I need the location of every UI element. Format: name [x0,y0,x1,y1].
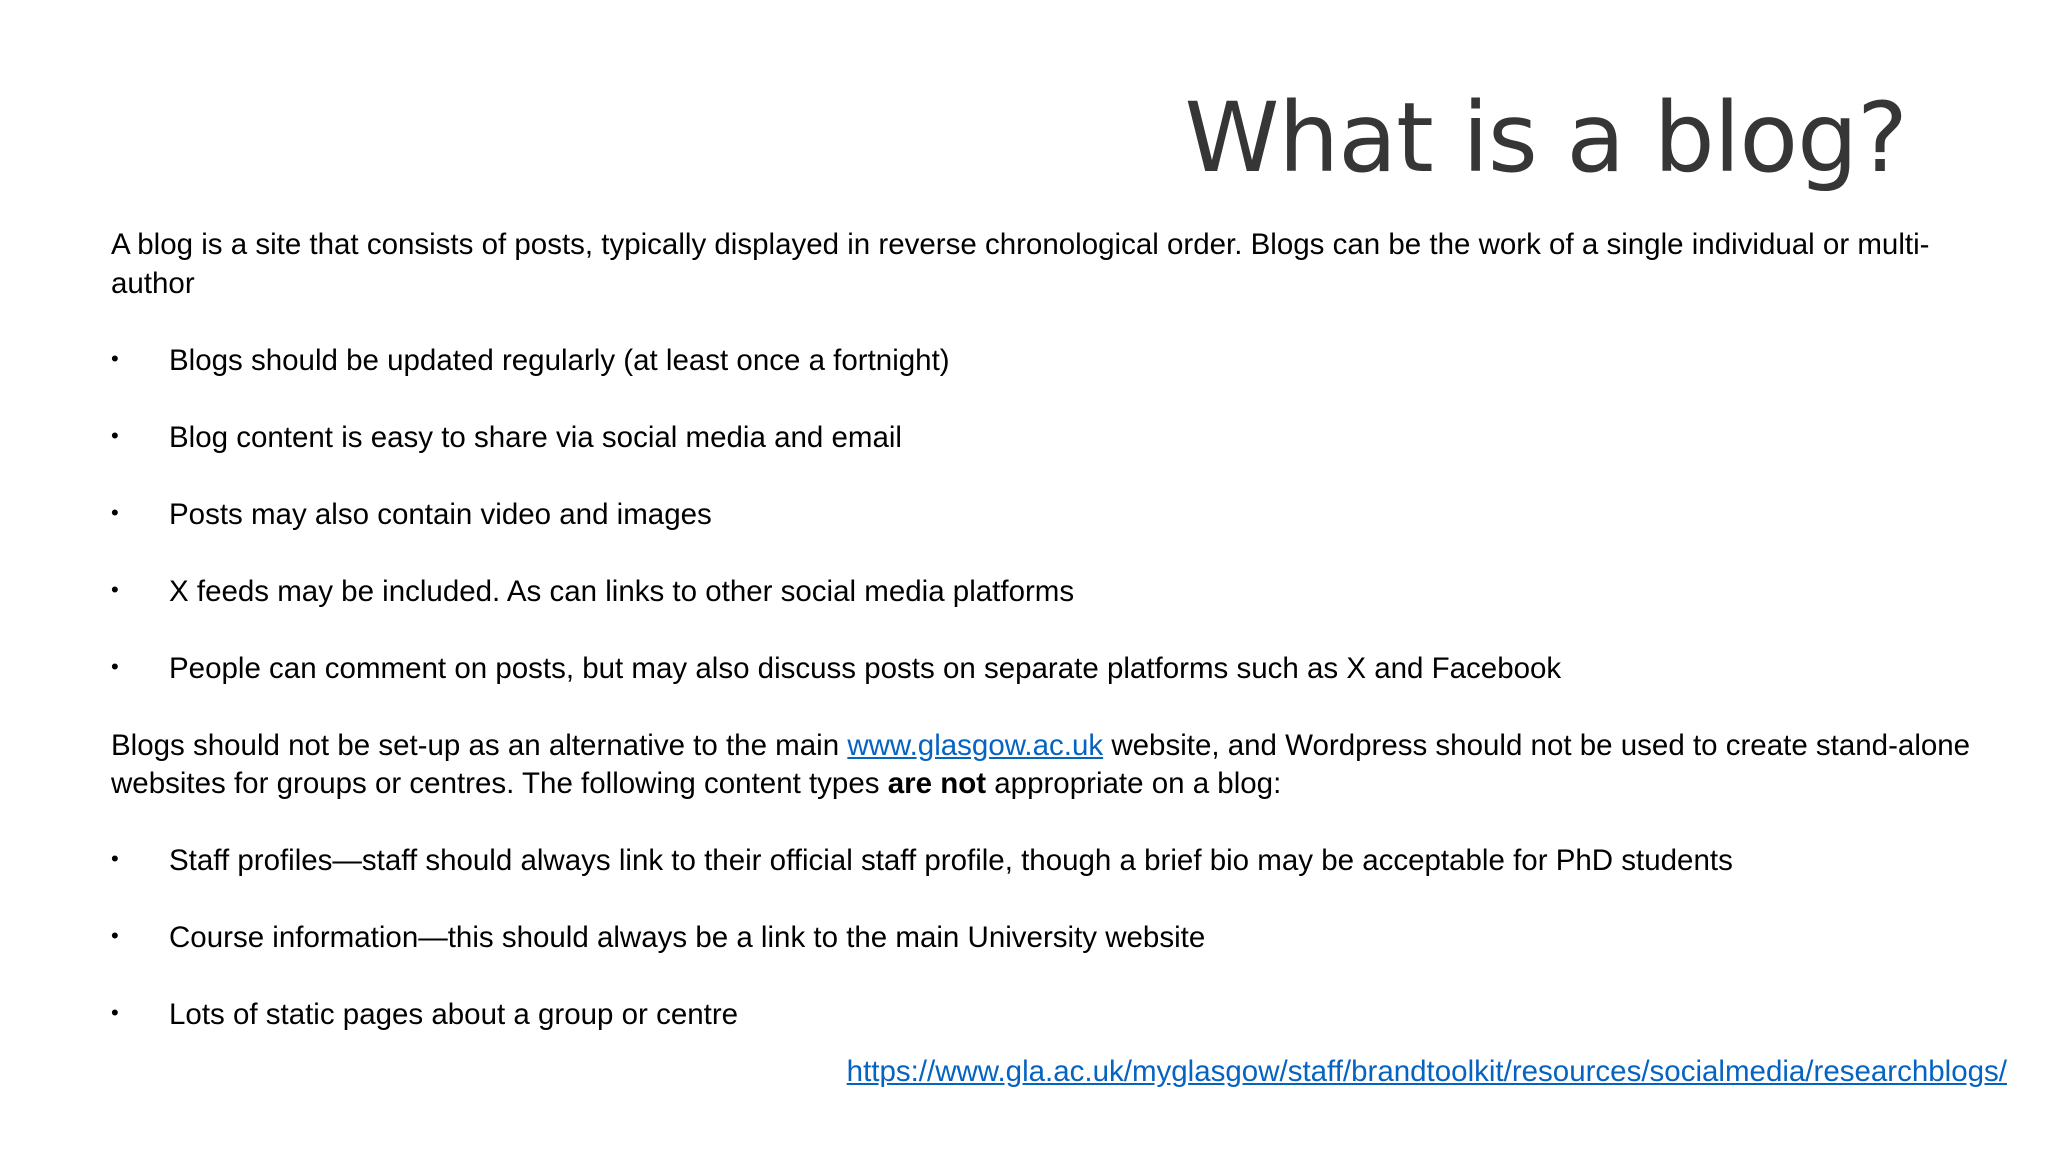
guidance-text: Blogs should not be set-up as an alternative to the main [111,728,848,762]
glasgow-website-link[interactable]: www.glasgow.ac.uk [847,728,1104,762]
spacer [111,804,1991,843]
list-item [111,342,1991,381]
bullet-icon: • [111,422,119,448]
intro-paragraph: A blog is a site that consists of posts, typically displayed in reverse chronological order. Blogs can be the work of a single individual or multi-author [111,228,1930,300]
list-item [111,842,1991,881]
list-item-text: Blog content is easy to share via social media and email [169,420,902,454]
list-item [111,496,1991,535]
guidance-emphasis: are not [887,767,987,800]
list-item-text: People can comment on posts, but may also discuss posts on separate platforms such as X and Facebook [169,651,1562,685]
list-item-text: Course information—this should always be a link to the main University website [169,921,1206,954]
list-item [111,996,1991,1035]
bullet-icon: • [111,923,119,948]
list-item [111,650,1991,689]
guidance-text: appropriate on a blog: [986,767,1282,800]
list-item-text: X feeds may be included. As can links to other social media platforms [169,574,1075,608]
list-item [111,573,1991,612]
spacer [111,303,1991,342]
list-item-text: Staff profiles—staff should always link to their official staff profile, though a brief bio may be acceptable for PhD students [169,844,1733,877]
list-item [111,419,1991,458]
guidance-text: website, and Wordpress should not be used to create stand-alone websites for groups or centres. The following content types [111,728,1971,800]
source-link[interactable]: https://www.gla.ac.uk/myglasgow/staff/brandtoolkit/resources/socialmedia/researchblogs/ [846,1055,2007,1088]
not-appropriate-list [111,842,1991,1035]
guidance-paragraph [111,727,1991,804]
list-item [111,919,1991,958]
bullet-icon: • [111,653,119,679]
features-list [111,342,1991,689]
bullet-icon: • [111,576,119,602]
list-item-text: Posts may also contain video and images [169,497,712,531]
spacer [111,688,1991,727]
slide-body [111,226,1991,1035]
bullet-icon: • [111,345,119,371]
bullet-icon: • [111,846,119,871]
slide-title: What is a blog? [1184,82,1907,194]
list-item-text: Blogs should be updated regularly (at least once a fortnight) [169,343,950,377]
bullet-icon: • [111,1000,119,1025]
bullet-icon: • [111,499,119,525]
list-item-text: Lots of static pages about a group or centre [169,998,739,1031]
